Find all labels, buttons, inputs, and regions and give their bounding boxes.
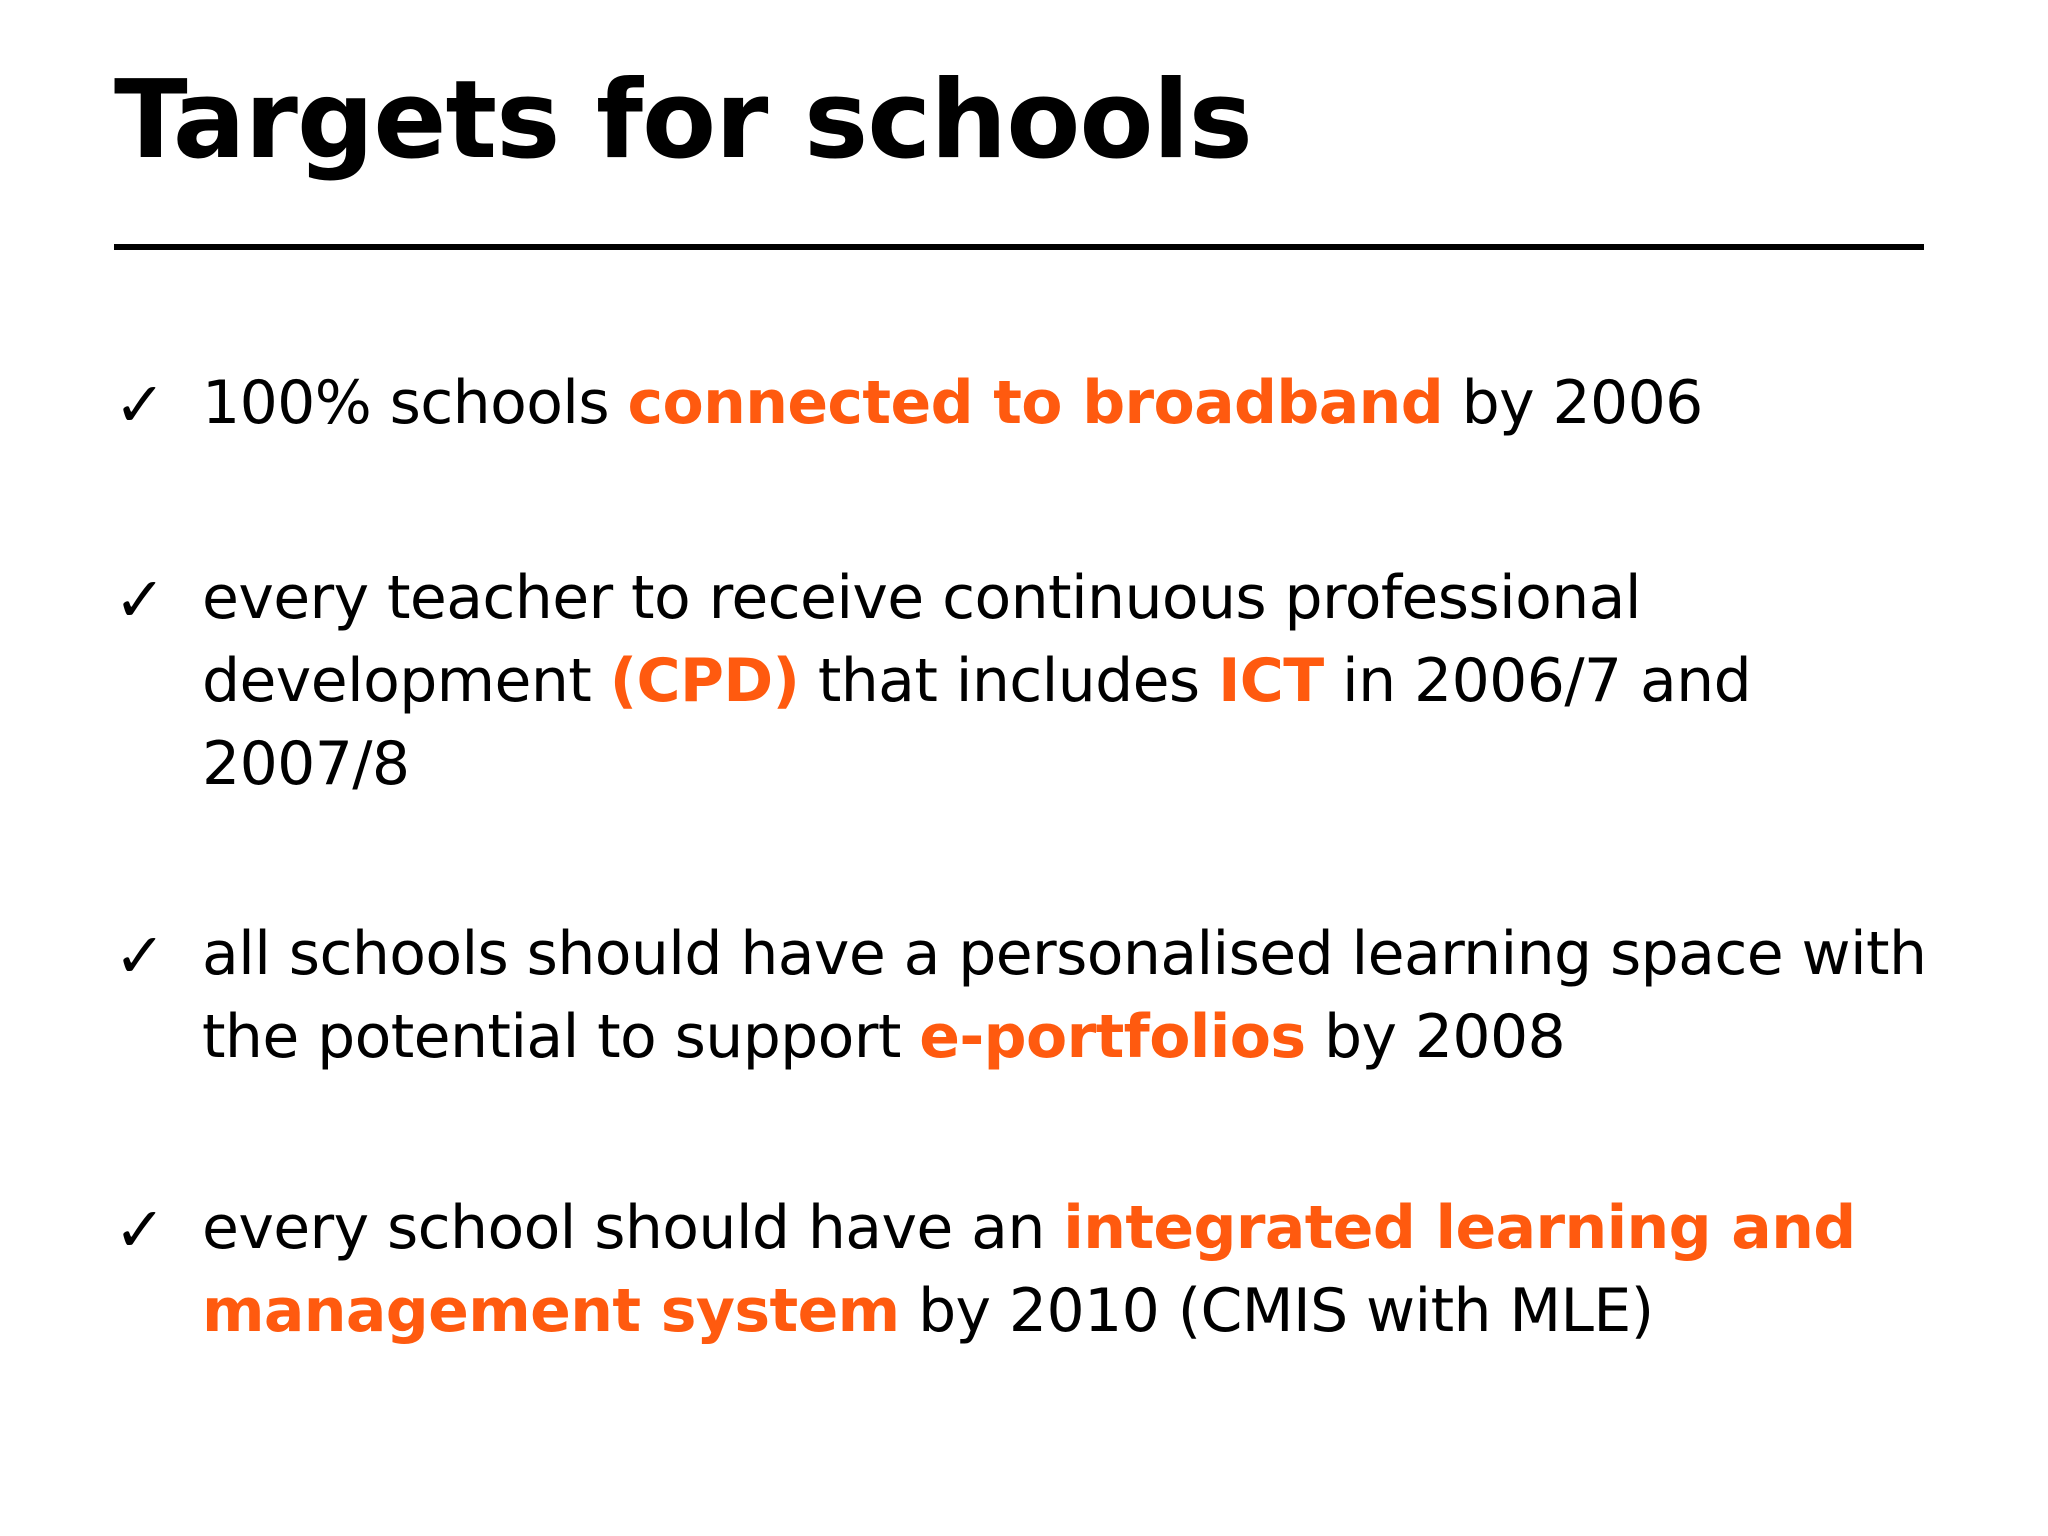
bullet-text <box>202 913 1934 1079</box>
check-mark-icon: ✓ <box>114 1193 166 1266</box>
bullet-text-part: by 2010 (CMIS with MLE) <box>899 1276 1654 1346</box>
bullet-highlight: ICT <box>1218 646 1324 716</box>
slide-title: Targets for schools <box>114 58 1252 183</box>
check-mark-icon: ✓ <box>114 368 166 441</box>
bullet-text-part: by 2008 <box>1305 1002 1566 1072</box>
bullet-item-eportfolios <box>114 913 1934 1079</box>
bullet-text <box>202 362 1934 445</box>
bullet-text-part: all schools should have a personalised learning space with the potential to support <box>202 919 1927 1072</box>
bullet-item-cpd <box>114 557 1934 806</box>
bullet-item-learning-system <box>114 1187 1934 1353</box>
check-mark-icon: ✓ <box>114 563 166 636</box>
bullet-text-part: by 2006 <box>1443 368 1703 438</box>
bullet-highlight: e-portfolios <box>919 1002 1306 1072</box>
bullet-text-part: that includes <box>799 646 1219 716</box>
bullet-highlight: (CPD) <box>609 646 800 716</box>
bullet-text <box>202 557 1934 806</box>
check-mark-icon: ✓ <box>114 919 166 992</box>
bullet-item-broadband <box>114 362 1934 445</box>
bullet-highlight: integrated learning and management system <box>202 1193 1856 1346</box>
bullet-text-part: 100% schools <box>202 368 628 438</box>
bullet-text-part: in 2006/7 and 2007/8 <box>202 646 1752 799</box>
bullet-highlight: connected to broadband <box>627 368 1444 438</box>
bullet-text <box>202 1187 1934 1353</box>
bullet-text-part: every school should have an <box>202 1193 1064 1263</box>
bullet-text-part: every teacher to receive continuous professional development <box>202 563 1641 716</box>
title-divider <box>114 244 1924 250</box>
